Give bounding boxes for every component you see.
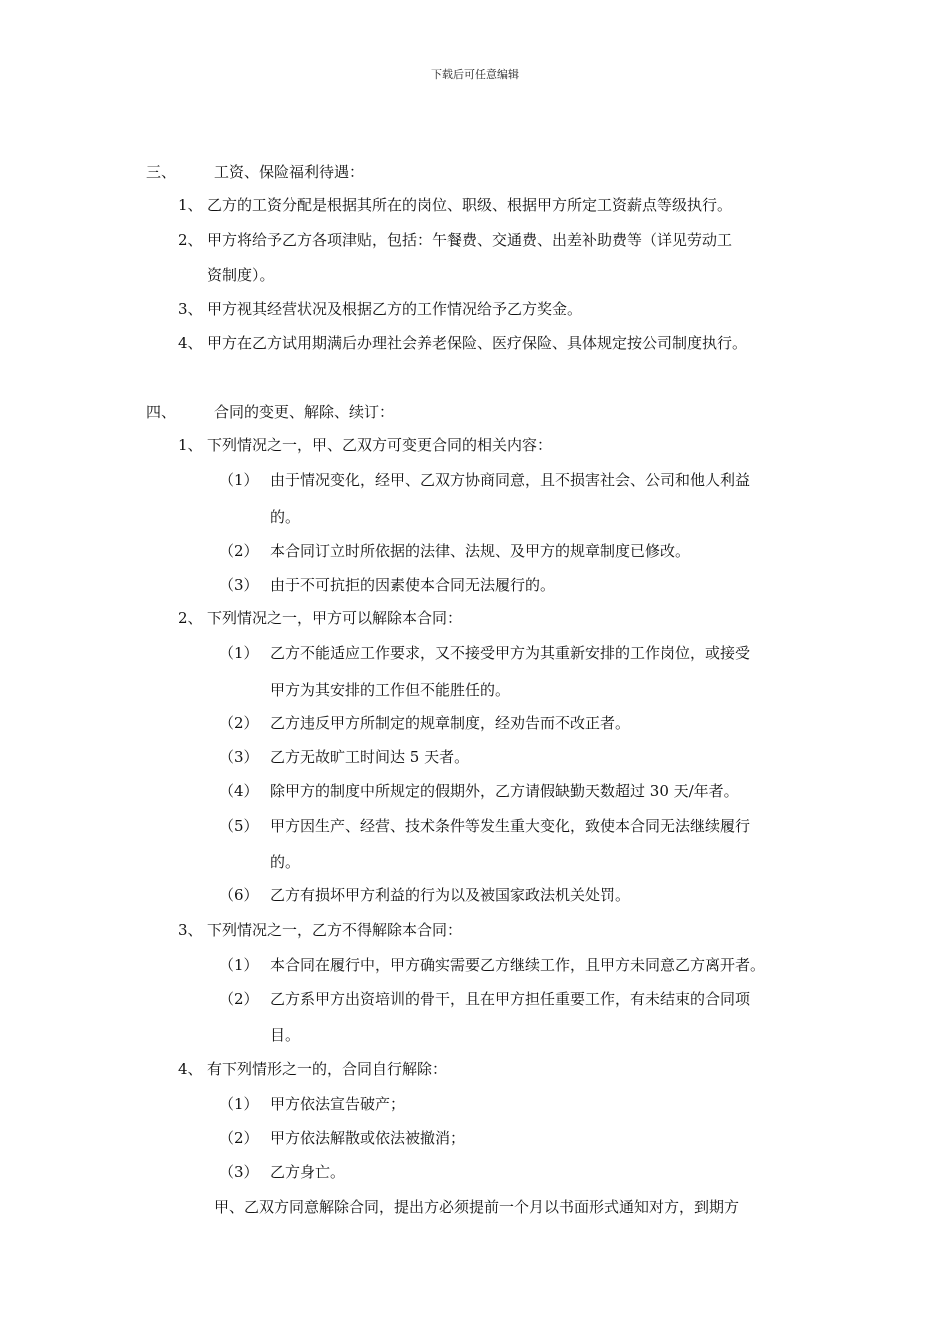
section3-item2-text: 甲方将给予乙方各项津贴，包括：午餐费、交通费、出差补助费等（详见劳动工 [207,231,733,249]
clause-2-2-number: （2） [219,714,259,732]
clause-4-2-text: 甲方依法解散或依法被撤消； [270,1129,466,1147]
clause-2-4-text: 除甲方的制度中所规定的假期外，乙方请假缺勤天数超过 30 天/年者。 [270,782,739,800]
clause-3-2-text: 乙方系甲方出资培训的骨干，且在甲方担任重要工作，有未结束的合同项 [270,990,751,1008]
section4-item3-number: 3、 [178,921,203,939]
section3-item2-text-cont: 资制度）。 [207,266,275,284]
clause-3-1-text: 本合同在履行中，甲方确实需要乙方继续工作，且甲方未同意乙方离开者。 [270,956,766,974]
clause-2-2-text: 乙方违反甲方所制定的规章制度，经劝告而不改正者。 [270,714,631,732]
clause-2-4-number: （4） [219,782,259,800]
clause-2-3-text: 乙方无故旷工时间达 5 天者。 [270,748,470,766]
clause-2-5-text: 甲方因生产、经营、技术条件等发生重大变化，致使本合同无法继续履行 [270,817,751,835]
section3-item2-number: 2、 [178,231,203,249]
clause-3-2-number: （2） [219,990,259,1008]
clause-3-1-number: （1） [219,956,259,974]
section3-item3-text: 甲方视其经营状况及根据乙方的工作情况给予乙方奖金。 [207,300,583,318]
clause-1-2-number: （2） [219,542,259,560]
section3-item4-text: 甲方在乙方试用期满后办理社会养老保险、医疗保险、具体规定按公司制度执行。 [207,334,748,352]
section3-item3-number: 3、 [178,300,203,318]
section3-title: 工资、保险福利待遇： [214,163,365,181]
section4-number: 四、 [146,403,177,421]
clause-1-3-number: （3） [219,576,259,594]
clause-2-5-text-cont: 的。 [270,853,301,871]
page-header: 下载后可任意编辑 [431,68,519,81]
section4-item4-text: 有下列情形之一的，合同自行解除： [207,1060,448,1078]
closing-paragraph: 甲、乙双方同意解除合同，提出方必须提前一个月以书面形式通知对方，到期方 [214,1198,740,1216]
clause-1-2-text: 本合同订立时所依据的法律、法规、及甲方的规章制度已修改。 [270,542,691,560]
clause-1-1-text: 由于情况变化，经甲、乙双方协商同意，且不损害社会、公司和他人利益 [270,471,751,489]
section4-item4-number: 4、 [178,1060,203,1078]
section4-item3-text: 下列情况之一，乙方不得解除本合同： [207,921,463,939]
clause-2-1-text: 乙方不能适应工作要求，又不接受甲方为其重新安排的工作岗位，或接受 [270,644,751,662]
clause-3-2-text-cont: 目。 [270,1026,301,1044]
clause-2-1-text-cont: 甲方为其安排的工作但不能胜任的。 [270,681,511,699]
section4-item1-text: 下列情况之一，甲、乙双方可变更合同的相关内容： [207,436,553,454]
section3-item1-number: 1、 [178,196,203,214]
clause-2-6-text: 乙方有损坏甲方利益的行为以及被国家政法机关处罚。 [270,886,631,904]
clause-4-2-number: （2） [219,1129,259,1147]
section3-item1-text: 乙方的工资分配是根据其所在的岗位、职级、根据甲方所定工资薪点等级执行。 [207,196,733,214]
clause-2-1-number: （1） [219,644,259,662]
section3-item4-number: 4、 [178,334,203,352]
clause-4-3-number: （3） [219,1163,259,1181]
clause-4-3-text: 乙方身亡。 [270,1163,346,1181]
clause-2-6-number: （6） [219,886,259,904]
section4-item1-number: 1、 [178,436,203,454]
section4-title: 合同的变更、解除、续订： [214,403,395,421]
clause-2-3-number: （3） [219,748,259,766]
section4-item2-number: 2、 [178,609,203,627]
clause-1-1-text-cont: 的。 [270,508,301,526]
clause-1-3-text: 由于不可抗拒的因素使本合同无法履行的。 [270,576,556,594]
clause-1-1-number: （1） [219,471,259,489]
clause-4-1-text: 甲方依法宣告破产； [270,1095,406,1113]
clause-2-5-number: （5） [219,817,259,835]
section3-number: 三、 [146,163,177,181]
clause-4-1-number: （1） [219,1095,259,1113]
section4-item2-text: 下列情况之一，甲方可以解除本合同： [207,609,463,627]
